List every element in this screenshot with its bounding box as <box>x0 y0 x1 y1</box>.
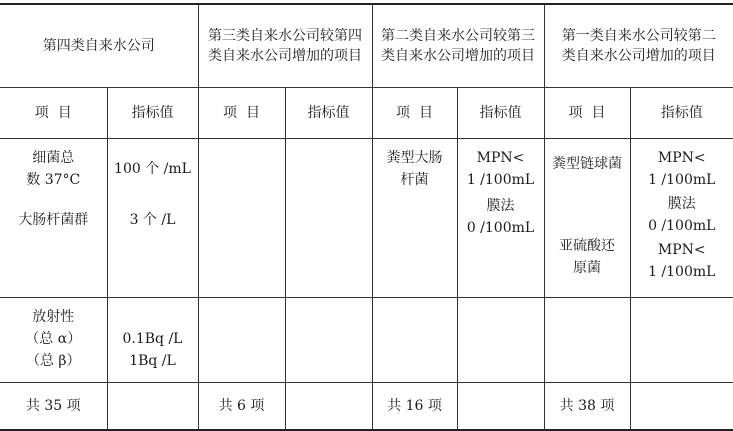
item-total-alpha: （总 α） <box>0 328 107 350</box>
subheader-value: 指标值 <box>107 88 198 139</box>
subheader-value: 指标值 <box>630 88 733 139</box>
cat1-empty <box>630 298 733 383</box>
value-mpn-amount: 1 /100mL <box>631 169 733 191</box>
cat2-items <box>372 139 457 298</box>
total-cat4: 共 35 项 <box>0 383 107 431</box>
value-mpn-amount: 1 /100mL <box>458 169 544 191</box>
water-company-table <box>0 3 733 431</box>
value-coliform: 3 个 /L <box>108 209 198 231</box>
value-mpn: MPN< <box>458 147 544 169</box>
subheader-item: 项 目 <box>198 88 285 139</box>
total-empty <box>630 383 733 431</box>
cat3-items-empty <box>198 139 285 298</box>
value-bacteria-total: 100 个 /mL <box>108 158 198 180</box>
item-radioactivity: 放射性 <box>0 306 107 328</box>
total-cat2: 共 16 项 <box>372 383 457 431</box>
cat4-radioactivity-values <box>107 298 198 383</box>
value-beta: 1Bq /L <box>108 350 198 372</box>
item-bacteria-total-1: 细菌总 <box>0 147 107 169</box>
item-fecal-coliform-2: 杆菌 <box>373 169 457 191</box>
header-cat4: 第四类自来水公司 <box>0 4 198 88</box>
item-sulfite-reducing-2: 原菌 <box>545 257 630 279</box>
value-alpha: 0.1Bq /L <box>108 328 198 350</box>
value-membrane-amount: 0 /100mL <box>458 217 544 239</box>
cat4-microbe-values <box>107 139 198 298</box>
cat2-empty <box>457 298 544 383</box>
item-fecal-coliform-1: 粪型大肠 <box>373 147 457 169</box>
item-fecal-streptococcus: 粪型链球菌 <box>545 153 630 175</box>
value-mpn-amount: 1 /100mL <box>631 261 733 283</box>
cat1-items <box>544 139 630 298</box>
subheader-value: 指标值 <box>457 88 544 139</box>
cat3-empty <box>285 298 372 383</box>
item-coliform: 大肠杆菌群 <box>0 209 107 231</box>
cat4-microbe-items <box>0 139 107 298</box>
subheader-item: 项 目 <box>372 88 457 139</box>
value-membrane: 膜法 <box>458 195 544 217</box>
cat1-empty <box>544 298 630 383</box>
item-total-beta: （总 β） <box>0 350 107 372</box>
total-empty <box>285 383 372 431</box>
cat1-values <box>630 139 733 298</box>
cat3-values-empty <box>285 139 372 298</box>
cat4-radioactivity-items <box>0 298 107 383</box>
total-cat1: 共 38 项 <box>544 383 630 431</box>
total-empty <box>457 383 544 431</box>
total-empty <box>107 383 198 431</box>
total-cat3: 共 6 项 <box>198 383 285 431</box>
value-membrane-amount: 0 /100mL <box>631 215 733 237</box>
item-bacteria-total-2: 数 37°C <box>0 169 107 191</box>
value-mpn: MPN< <box>631 239 733 261</box>
header-cat1: 第一类自来水公司较第二类自来水公司增加的项目 <box>544 4 733 88</box>
header-cat2: 第二类自来水公司较第三类自来水公司增加的项目 <box>372 4 544 88</box>
item-sulfite-reducing-1: 亚硫酸还 <box>545 235 630 257</box>
value-mpn: MPN< <box>631 147 733 169</box>
cat2-empty <box>372 298 457 383</box>
cat2-values <box>457 139 544 298</box>
subheader-item: 项 目 <box>0 88 107 139</box>
value-membrane: 膜法 <box>631 193 733 215</box>
header-cat3: 第三类自来水公司较第四类自来水公司增加的项目 <box>198 4 372 88</box>
cat3-empty <box>198 298 285 383</box>
subheader-item: 项 目 <box>544 88 630 139</box>
subheader-value: 指标值 <box>285 88 372 139</box>
